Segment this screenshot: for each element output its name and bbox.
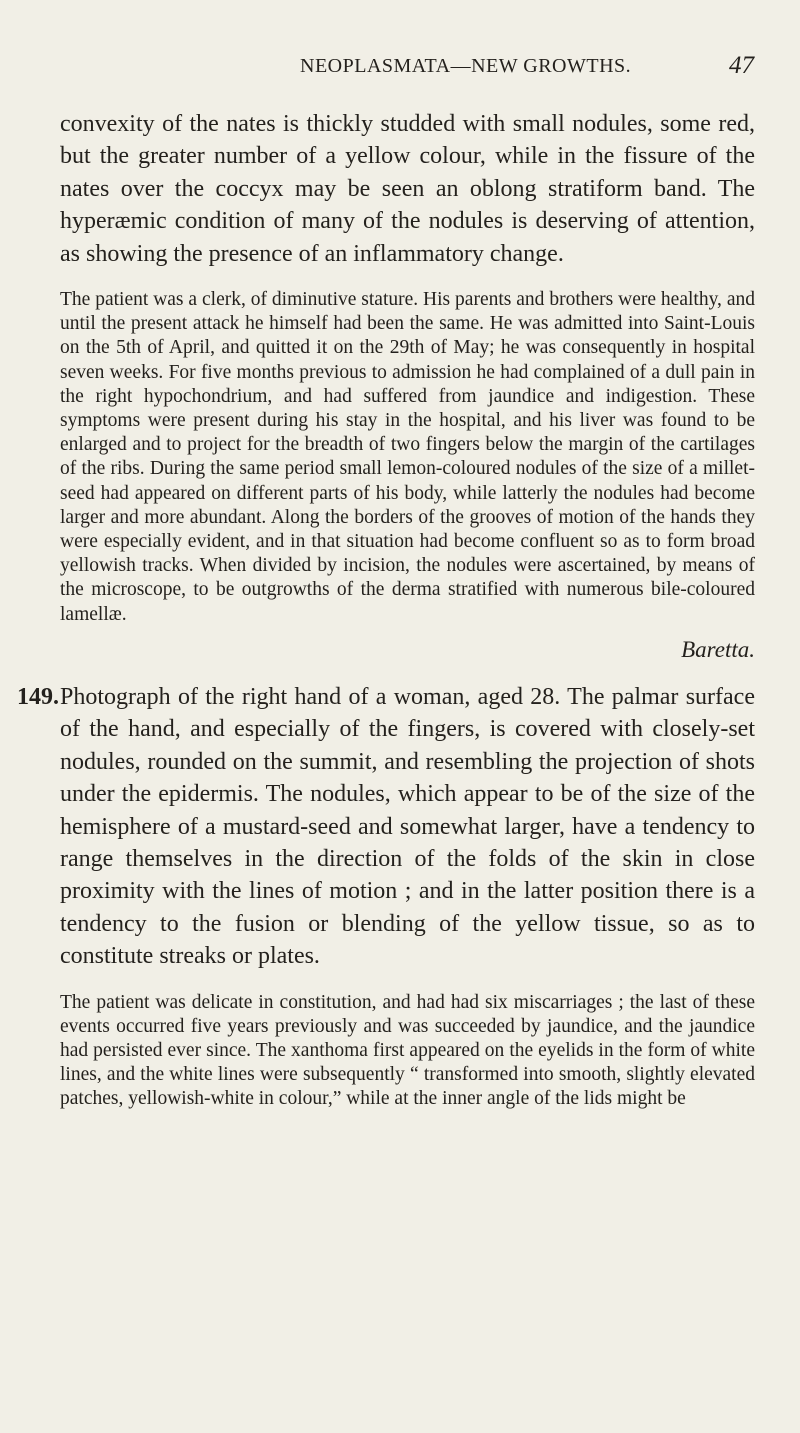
body-text <box>17 108 755 1112</box>
case-history-1-text: The patient was a clerk, of diminutive stature. His parents and brothers were healthy, and until the present attack he himself had been the same. He was admitted into Saint-Louis on the 5th of April, and quitted it on the 29th of May; he was consequently in hospital seven weeks. For five months previous to admission he had complained of a dull pain in the right hypochondrium, and had suffered from jaundice and indigestion. These symptoms were present during his stay in the hospital, and his liver was found to be enlarged and to project for the breadth of two fingers below the margin of the cartilages of the ribs. During the same period small lemon-coloured nodules of the size of a millet-seed had appeared on different parts of his body, while latterly the nodules had become larger and more abundant. Along the borders of the grooves of motion of the hands they were especially evident, and in that situation had become confluent so as to form broad yellowish tracks. When divided by incision, the nodules were ascertained, by means of the microscope, to be outgrowths of the derma stratified with numerous bile-coloured lamellæ. <box>60 289 755 625</box>
author-signature: Baretta. <box>681 636 755 662</box>
running-title: NEOPLASMATA—NEW GROWTHS. <box>300 55 632 77</box>
running-head <box>0 52 800 85</box>
intro-paragraph: convexity of the nates is thickly studded with small nodules, some red, but the greater number of a yellow colour, while in the fissure of the nates over the coccyx may be seen an oblong stratiform band. The hyperæmic condition of many of the nodules is deserving of attention, as showing the presence of an inflammatory change. <box>60 111 755 267</box>
page-number: 47 <box>729 52 754 79</box>
entry-description: Photograph of the right hand of a woman, aged 28. The palmar surface of the hand, and especially of the fingers, is covered with closely-set nodules, rounded on the summit, and resembling the projection of shots under the epidermis. The nodules, which appear to be of the size of the hemisphere of a mustard-seed and somewhat larger, have a tendency to range themselves in the direction of the folds of the skin in close proximity with the lines of motion ; and in the latter position there is a tendency to the fusion or blending of the yellow tissue, so as to constitute streaks or plates. <box>60 683 755 970</box>
case-history-2-text: The patient was delicate in constitution, and had had six miscarriages ; the last of these events occurred five years previously and was succeeded by jaundice, and the jaundice had persisted ever since. The xanthoma first appeared on the eyelids in the form of white lines, and the white lines were subsequently “ transformed into smooth, slightly elevated patches, yellowish-white in colour,” while at the inner angle of the lids might be <box>60 991 755 1110</box>
case-history-1 <box>60 288 755 627</box>
catalogue-entry-149 <box>17 681 755 973</box>
entry-number: 149. <box>17 683 59 710</box>
case-history-2 <box>60 991 755 1112</box>
